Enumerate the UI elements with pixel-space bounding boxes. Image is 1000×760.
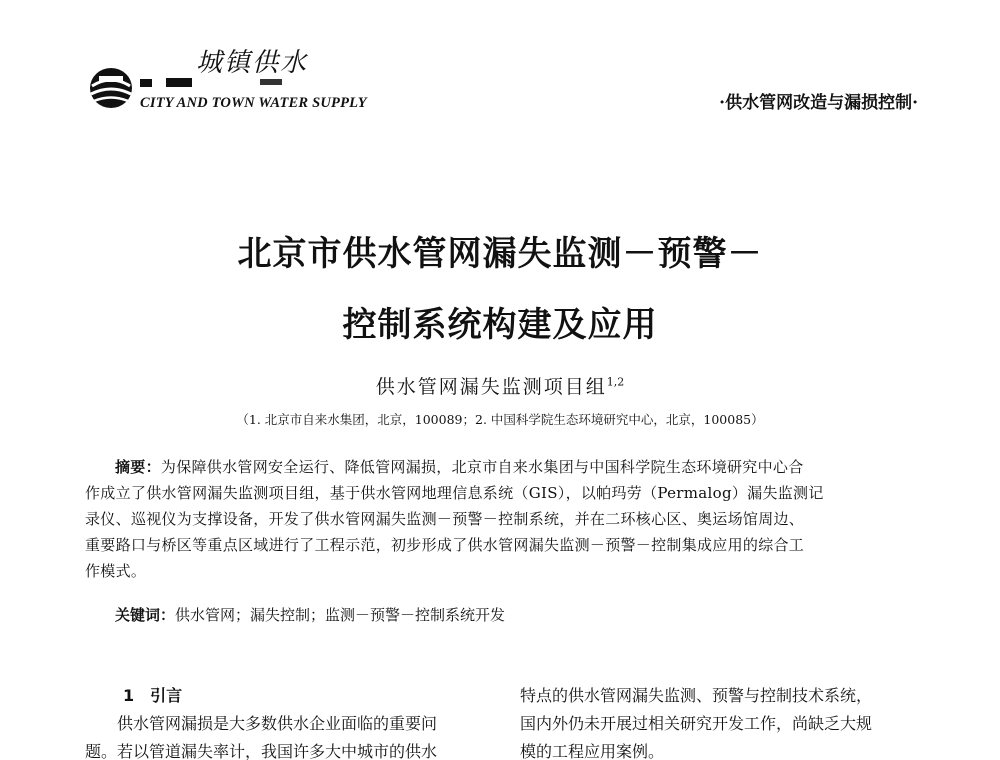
article-title-line-2: 控制系统构建及应用 <box>342 305 658 345</box>
column-tag: ·供水管网改造与漏损控制· <box>719 93 918 113</box>
abstract <box>85 454 930 584</box>
article-title-line-1: 北京市供水管网漏失监测－预警－ <box>237 234 763 274</box>
section-number: 1 <box>123 686 135 705</box>
abstract-line: 作成立了供水管网漏失监测项目组，基于供水管网地理信息系统（GIS），以帕玛劳（Permalog）漏失监测记 <box>85 484 824 502</box>
cuwa-emblem-icon <box>88 64 134 112</box>
body-column-right <box>520 682 930 760</box>
section-heading <box>85 682 495 710</box>
body-line: 模的工程应用案例。 <box>520 742 665 760</box>
body-line: 国内外仍未开展过相关研究开发工作，尚缺乏大规 <box>520 714 873 733</box>
body-line: 供水管网漏损是大多数供水企业面临的重要问 <box>117 714 438 733</box>
abstract-line: 作模式。 <box>85 562 147 580</box>
author-name: 供水管网漏失监测项目组 <box>375 376 607 398</box>
keywords <box>115 602 915 628</box>
abstract-line: 重要路口与桥区等重点区域进行了工程示范，初步形成了供水管网漏失监测－预警－控制集成应用的综合工 <box>85 536 805 554</box>
journal-name-en: CITY AND TOWN WATER SUPPLY <box>140 95 367 111</box>
body-column-left <box>85 682 495 760</box>
journal-logo <box>88 38 388 118</box>
abstract-label: 摘要： <box>115 458 161 476</box>
author-line <box>0 372 1000 399</box>
logo-bars-icon <box>140 77 340 89</box>
body-paragraph <box>85 710 495 738</box>
author-affiliation-marks: 1,2 <box>606 375 625 389</box>
journal-name-cn: 城镇供水 <box>196 48 309 78</box>
body-line: 特点的供水管网漏失监测、预警与控制技术系统， <box>520 686 873 705</box>
abstract-line: 录仪、巡视仪为支撑设备，开发了供水管网漏失监测－预警－控制系统，并在二环核心区、奥运场馆周边、 <box>85 510 805 528</box>
affiliation: （1. 北京市自来水集团，北京，100089；2. 中国科学院生态环境研究中心，北京，100085） <box>236 412 764 427</box>
section-title: 引言 <box>150 686 183 705</box>
abstract-line: 摘要：为保障供水管网安全运行、降低管网漏损，北京市自来水集团与中国科学院生态环境研究中心合 <box>115 458 804 476</box>
body-line: 题。若以管道漏失率计，我国许多大中城市的供水 <box>85 742 438 760</box>
keywords-label: 关键词： <box>115 606 176 624</box>
keywords-text: 供水管网；漏失控制；监测－预警－控制系统开发 <box>175 606 506 624</box>
